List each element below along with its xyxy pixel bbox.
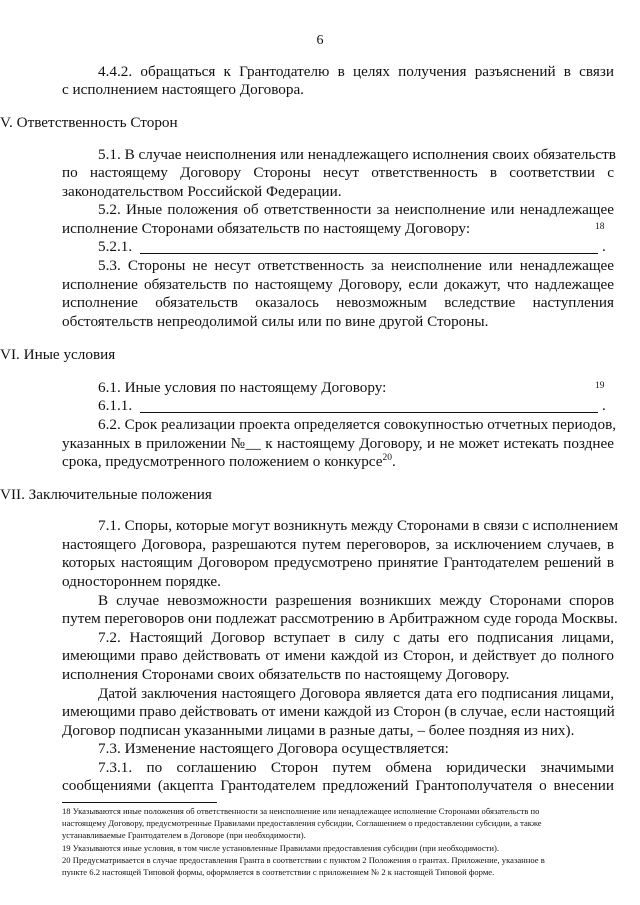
paragraph-line: имеющими право действовать от имени каждой из Сторон, и действует до полного [62,647,614,665]
paragraph-line: 7.3.1. по соглашению Сторон путем обмена юридически значимыми [98,758,614,776]
paragraph-line: исполнение Сторонами обязательств по настоящему Договору: [62,219,471,237]
paragraph-line: сообщениями (акцепта Грантодателем предложений Грантополучателя о внесении [62,777,614,795]
paragraph-text: срока, предусмотренного положением о конкурсе [62,453,383,471]
paragraph-line: исполнения Сторонами своих обязательств по настоящему Договору. [62,665,510,683]
footnote-20-cont: пункте 6.2 настоящей Типовой формы, оформляется в соответствии с приложением № 2 к настоящей Типовой форме. [62,867,495,877]
footnote-20: 20 Предусматривается в случае предоставления Гранта в соответствии с пунктом 2 Положения о грантах. Приложение, указанное в [62,854,545,865]
paragraph-line: В случае невозможности разрешения возникших между Сторонами споров [98,591,614,609]
footnote-18-cont: устанавливаемые Грантодателем в Договоре (при необходимости). [62,830,306,841]
paragraph-line: 4.4.2. обращаться к Грантодателю в целях получения разъяснений в связи [98,62,614,80]
section-heading-vii: VII. Заключительные положения [0,485,212,503]
clause-6-1-1: 6.1.1. [98,397,133,415]
footnote-19: 19 Указываются иные условия, в том числе установленные Правилами предоставления субсидии (при необходимости). [62,842,500,853]
footnote-ref-18: 18 [595,221,605,232]
paragraph-line: имеющими право действовать от имени каждой из Сторон (в случае, если настоящий [62,703,615,721]
page-number: 6 [316,33,324,48]
paragraph-line [62,452,614,471]
paragraph-line: 7.1. Споры, которые могут возникнуть между Сторонами в связи с исполнением [98,517,619,535]
footnote-18: 18 Указываются иные положения об ответственности за неисполнение или ненадлежащее исполнение Сторонами обязательств по [62,806,540,816]
paragraph-line: 6.1. Иные условия по настоящему Договору: [98,378,387,396]
footnote-ref-20: 20 [382,453,392,464]
line-end-dot: . [602,397,606,415]
paragraph-line: путем переговоров они подлежат рассмотрению в Арбитражном суде города Москвы. [62,610,618,628]
paragraph-line: одностороннем порядке. [62,573,221,591]
footnote-ref-19: 19 [595,380,605,391]
paragraph-line: Договор подписан указанными лицами в разные даты, – более поздняя из них). [62,721,575,739]
paragraph-line: 5.2. Иные положения об ответственности за неисполнение или ненадлежащее [98,201,614,219]
paragraph-line: Датой заключения настоящего Договора является дата его подписания лицами, [98,684,614,702]
paragraph-line: законодательством Российской Федерации. [62,182,342,200]
footnote-18-cont: настоящему Договору, предусмотренные Правилами предоставления субсидии, Соглашением о предоставлении субсидии, а также [62,818,542,829]
paragraph-line: с исполнением настоящего Договора. [62,81,304,99]
paragraph-line: обстоятельств непреодолимой силы или по вине другой Стороны. [62,312,489,330]
paragraph-line: исполнение обязательств оказалось невозможным вследствие наступления [62,294,614,312]
paragraph-line: по настоящему Договору Стороны несут ответственность в соответствии с [62,164,614,182]
line-end-dot: . [602,238,606,256]
fill-in-line [140,412,598,413]
section-heading-vi: VI. Иные условия [0,346,116,364]
fill-in-line [140,253,598,254]
paragraph-line: 7.2. Настоящий Договор вступает в силу с даты его подписания лицами, [98,628,614,646]
clause-5-2-1: 5.2.1. [98,238,133,256]
paragraph-line: 7.3. Изменение настоящего Договора осуществляется: [98,740,449,758]
paragraph-line: 5.1. В случае неисполнения или ненадлежащего исполнения своих обязательств [98,145,616,163]
line-end-dot: . [391,453,396,471]
paragraph-line: исполнение обязательств по настоящему Договору, если докажут, что надлежащее [62,275,614,293]
paragraph-line: 6.2. Срок реализации проекта определяется совокупностью отчетных периодов, [98,415,617,433]
paragraph-line: которых настоящим Договором предусмотрено принятие Грантодателем решений в [62,554,614,572]
paragraph-line: указанных в приложении №__ к настоящему Договору, и не может истекать позднее [62,434,614,452]
paragraph-line: настоящего Договора, разрешаются путем переговоров, за исключением случаев, в [62,535,614,553]
paragraph-line: 5.3. Стороны не несут ответственность за неисполнение или ненадлежащее [98,257,614,275]
footnote-separator [62,802,217,803]
section-heading-v: V. Ответственность Сторон [0,113,178,131]
